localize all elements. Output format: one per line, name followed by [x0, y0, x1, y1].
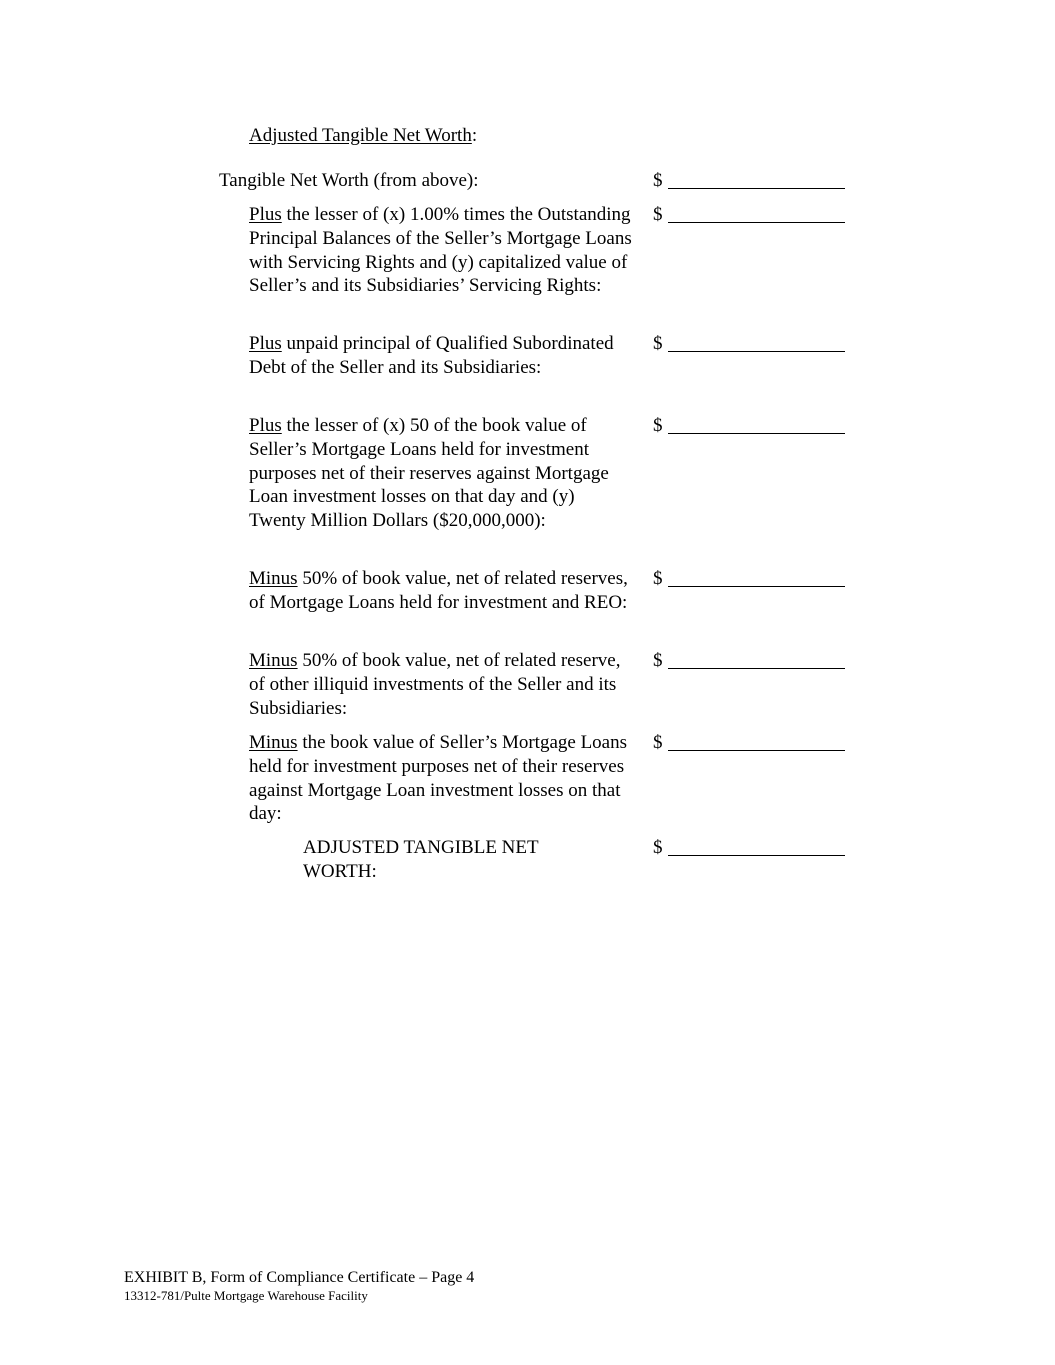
row-label-text: ADJUSTED TANGIBLE NET WORTH: — [303, 837, 539, 882]
row-label — [219, 169, 629, 193]
row-label — [249, 203, 634, 298]
amount-field[interactable] — [653, 836, 845, 860]
row-label-text: 50% of book value, net of related reserves, of Mortgage Loans held for investment and REO: — [249, 568, 628, 613]
worksheet-row-minus-illiquid-investments — [0, 649, 1055, 721]
row-label — [249, 567, 634, 615]
amount-blank-line[interactable] — [668, 414, 845, 434]
amount-blank-line[interactable] — [668, 731, 845, 751]
dollar-sign: $ — [653, 837, 663, 858]
worksheet-row-plus-servicing-rights — [0, 203, 1055, 323]
row-label — [249, 649, 634, 720]
dollar-sign: $ — [653, 204, 663, 225]
footer-exhibit-title: EXHIBIT B, Form of Compliance Certificate – Page 4 — [124, 1269, 475, 1286]
amount-field[interactable] — [653, 731, 845, 755]
amount-blank-line[interactable] — [668, 203, 845, 223]
section-heading-colon: : — [471, 125, 478, 146]
row-prefix: Minus — [249, 650, 298, 671]
dollar-sign: $ — [653, 415, 663, 436]
row-prefix: Minus — [249, 732, 298, 753]
amount-field[interactable] — [653, 567, 845, 591]
row-label-text: 50% of book value, net of related reserve, of other illiquid investments of the Seller and its Subsidiaries: — [249, 650, 621, 719]
amount-field[interactable] — [653, 169, 845, 193]
row-label-text: unpaid principal of Qualified Subordinated Debt of the Seller and its Subsidiaries: — [249, 333, 614, 378]
row-prefix: Minus — [249, 568, 298, 589]
worksheet-row-adjusted-total — [0, 836, 1055, 884]
dollar-sign: $ — [653, 170, 663, 191]
row-label-text: the lesser of (x) 50 of the book value of Seller’s Mortgage Loans held for investment purposes net of their reserves against Mortgage Loan investment losses on that day and (y) Twenty Million Dollars ($20,000,000): — [249, 415, 609, 532]
section-heading — [249, 124, 477, 148]
row-prefix: Plus — [249, 415, 282, 436]
row-label — [249, 414, 634, 533]
row-label — [249, 332, 634, 380]
amount-field[interactable] — [653, 414, 845, 438]
dollar-sign: $ — [653, 650, 663, 671]
worksheet-row-minus-reo — [0, 567, 1055, 639]
dollar-sign: $ — [653, 333, 663, 354]
row-label — [249, 731, 634, 826]
row-label-text: the lesser of (x) 1.00% times the Outstanding Principal Balances of the Seller’s Mortgage Loans with Servicing Rights and (y) capitalized value of Seller’s and its Subsidiaries’ Servicing Rights: — [249, 204, 632, 297]
amount-blank-line[interactable] — [668, 836, 845, 856]
amount-blank-line[interactable] — [668, 169, 845, 189]
worksheet-row-plus-subordinated-debt — [0, 332, 1055, 404]
dollar-sign: $ — [653, 568, 663, 589]
row-prefix: Plus — [249, 333, 282, 354]
amount-field[interactable] — [653, 649, 845, 673]
amount-field[interactable] — [653, 203, 845, 227]
amount-blank-line[interactable] — [668, 649, 845, 669]
row-label-text: Tangible Net Worth (from above): — [219, 170, 479, 191]
footer-document-id: 13312-781/Pulte Mortgage Warehouse Facility — [124, 1288, 368, 1303]
dollar-sign: $ — [653, 732, 663, 753]
worksheet-row-tangible-net-worth — [0, 169, 1055, 193]
amount-field[interactable] — [653, 332, 845, 356]
row-prefix: Plus — [249, 204, 282, 225]
row-label-text: the book value of Seller’s Mortgage Loans held for investment purposes net of their reserves against Mortgage Loan investment losses on that day: — [249, 732, 628, 825]
section-heading-text: Adjusted Tangible Net Worth — [249, 125, 472, 146]
row-label — [303, 836, 603, 884]
amount-blank-line[interactable] — [668, 567, 845, 587]
amount-blank-line[interactable] — [668, 332, 845, 352]
worksheet-row-plus-investment-loans — [0, 414, 1055, 558]
worksheet-row-minus-book-value — [0, 731, 1055, 827]
